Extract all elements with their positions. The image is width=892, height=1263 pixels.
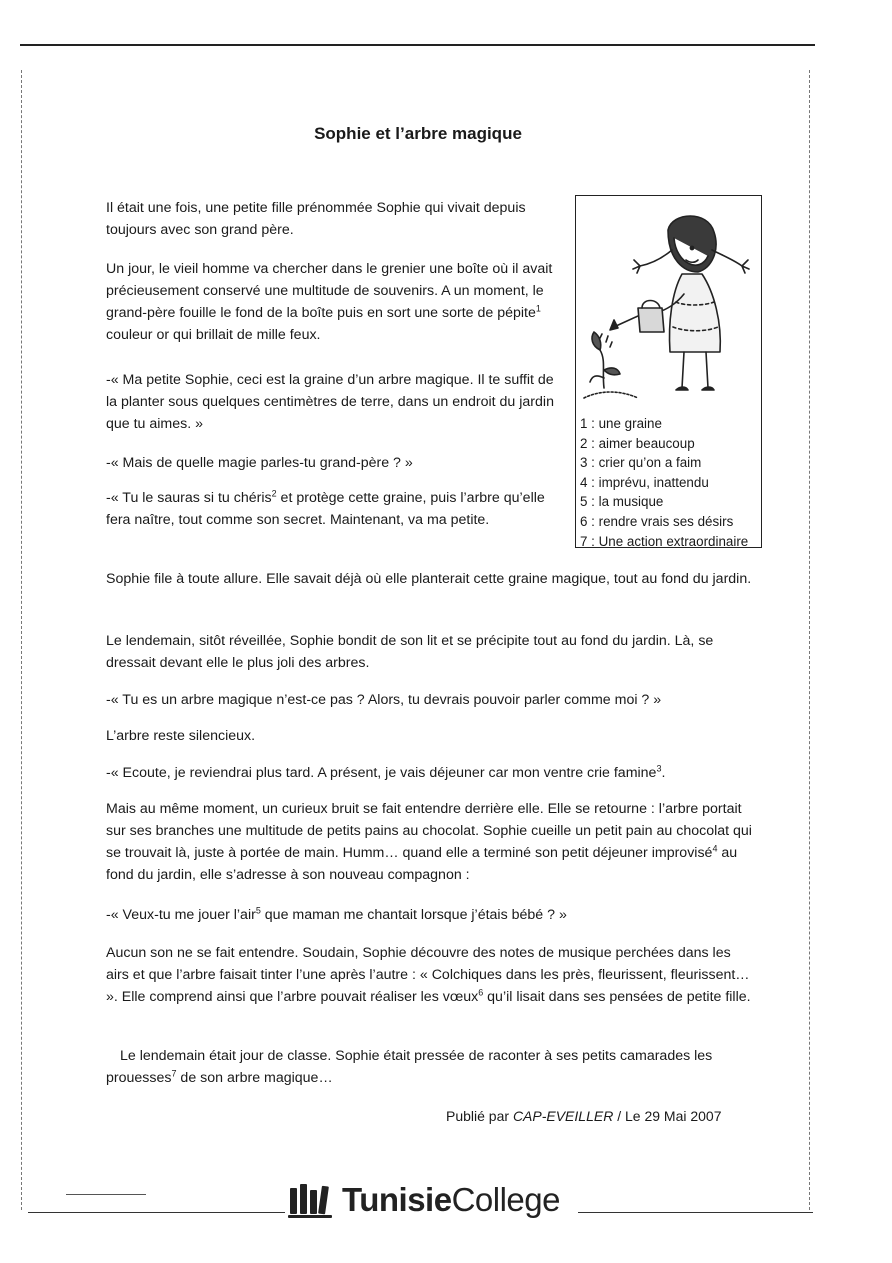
paragraph-1: Il était une fois, une petite fille prénommée Sophie qui vivait depuis toujours avec son grand père. [106,200,526,238]
credit-author: CAP-EVEILLER [512,1108,614,1124]
glossary-item-5: 5 : la musique [580,494,664,510]
document-title: Sophie et l’arbre magique [314,124,522,144]
footnote-ref-5: 5 [255,905,261,916]
footnote-ref-1: 1 [535,303,541,314]
bottom-short-rule [66,1194,146,1195]
girl-watering-plant-illustration [580,202,758,414]
glossary-item-7: 7 : Une action extraordinaire [580,533,749,549]
footnote-ref-6: 6 [478,987,484,998]
glossary-item-6: 6 : rendre vrais ses désirs [580,513,734,529]
paragraph-8: -« Tu es un arbre magique n’est-ce pas ? Alors, tu devrais pouvoir parler comme moi ? » [106,692,662,708]
left-margin-line [21,70,23,1210]
paragraph-6: Sophie file à toute allure. Elle savait déjà où elle planterait cette graine magique, tout au fond du jardin. [106,571,752,587]
paragraph-13: Aucun son ne se fait entendre. Soudain, Sophie découvre des notes de musique perchées dans les airs et que l’arbre faisait tinter l’une après l’autre : « Colchiques dans les près, fleurissent, fleurissent… ». Elle comprend ainsi que l’arbre pouvait réaliser les vœux$^6$ qu’il lisait dans ses pensées de petite fille. [106,945,751,1005]
glossary-item-4: 4 : imprévu, inattendu [580,474,709,490]
logo-wordmark: TunisieCollege [342,1181,560,1218]
right-margin-line [809,70,811,1210]
bottom-left-rule [28,1212,285,1213]
paragraph-10: -« Ecoute, je reviendrai plus tard. A présent, je vais déjeuner car mon ventre crie famine$^3$. [106,763,666,781]
paragraph-12: -« Veux-tu me jouer l’air$^5$ que maman me chantait lorsque j’étais bébé ? » [106,905,567,923]
publication-credit: Publié par CAP-EVEILLER / Le 29 Mai 2007 [446,1108,722,1124]
footnote-ref-2: 2 [271,488,277,499]
footnote-ref-7: 7 [171,1068,177,1079]
paragraph-14: Le lendemain était jour de classe. Sophie était pressée de raconter à ses petits camarades les prouesses$^7$ de son arbre magique… [106,1048,713,1086]
paragraph-4: -« Mais de quelle magie parles-tu grand-père ? » [106,455,413,471]
top-rule [20,44,815,46]
footnote-ref-4: 4 [712,843,718,854]
paragraph-2: Un jour, le vieil homme va chercher dans le grenier une boîte où il avait précieusement conservé une multitude de souvenirs. A un moment, le grand-père fouille le fond de la boîte puis en sort une sorte de pépite$^1$ couleur or qui brillait de mille feux. [106,261,553,343]
glossary-item-1: 1 : une graine [580,416,662,431]
paragraph-9: L’arbre reste silencieux. [106,728,256,744]
paragraph-7: Le lendemain, sitôt réveillée, Sophie bondit de son lit et se précipite tout au fond du jardin. Là, se dressait devant elle le plus joli des arbres. [106,633,714,671]
bottom-right-rule [578,1212,813,1213]
paragraph-3: -« Ma petite Sophie, ceci est la graine d’un arbre magique. Il te suffit de la planter sous quelques centimètres de terre, dans un endroit du jardin que tu aimes. » [106,372,554,432]
illustration-glossary-box [575,195,762,548]
books-logo-icon [286,1180,336,1220]
tunisiecollege-logo [286,1176,586,1226]
paragraph-5: -« Tu le sauras si tu chéris$^2$ et protège cette graine, puis l’arbre qu’elle fera naître, tout comme son secret. Maintenant, va ma petite. [106,488,545,528]
glossary-item-2: 2 : aimer beaucoup [580,435,695,451]
footnote-ref-3: 3 [656,763,662,774]
paragraph-11: Mais au même moment, un curieux bruit se fait entendre derrière elle. Elle se retourne : l’arbre portait sur ses branches une multitude de petits pains au chocolat. Sophie cueille un petit pain au chocolat qui se trouvait là, juste à portée de main. Humm… quand elle a terminé son petit déjeuner improvisé$^4$ au fond du jardin, elle s’adresse à son nouveau compagnon : [106,801,752,883]
glossary-item-3: 3 : crier qu’on a faim [580,455,702,471]
glossary-list [580,414,748,551]
